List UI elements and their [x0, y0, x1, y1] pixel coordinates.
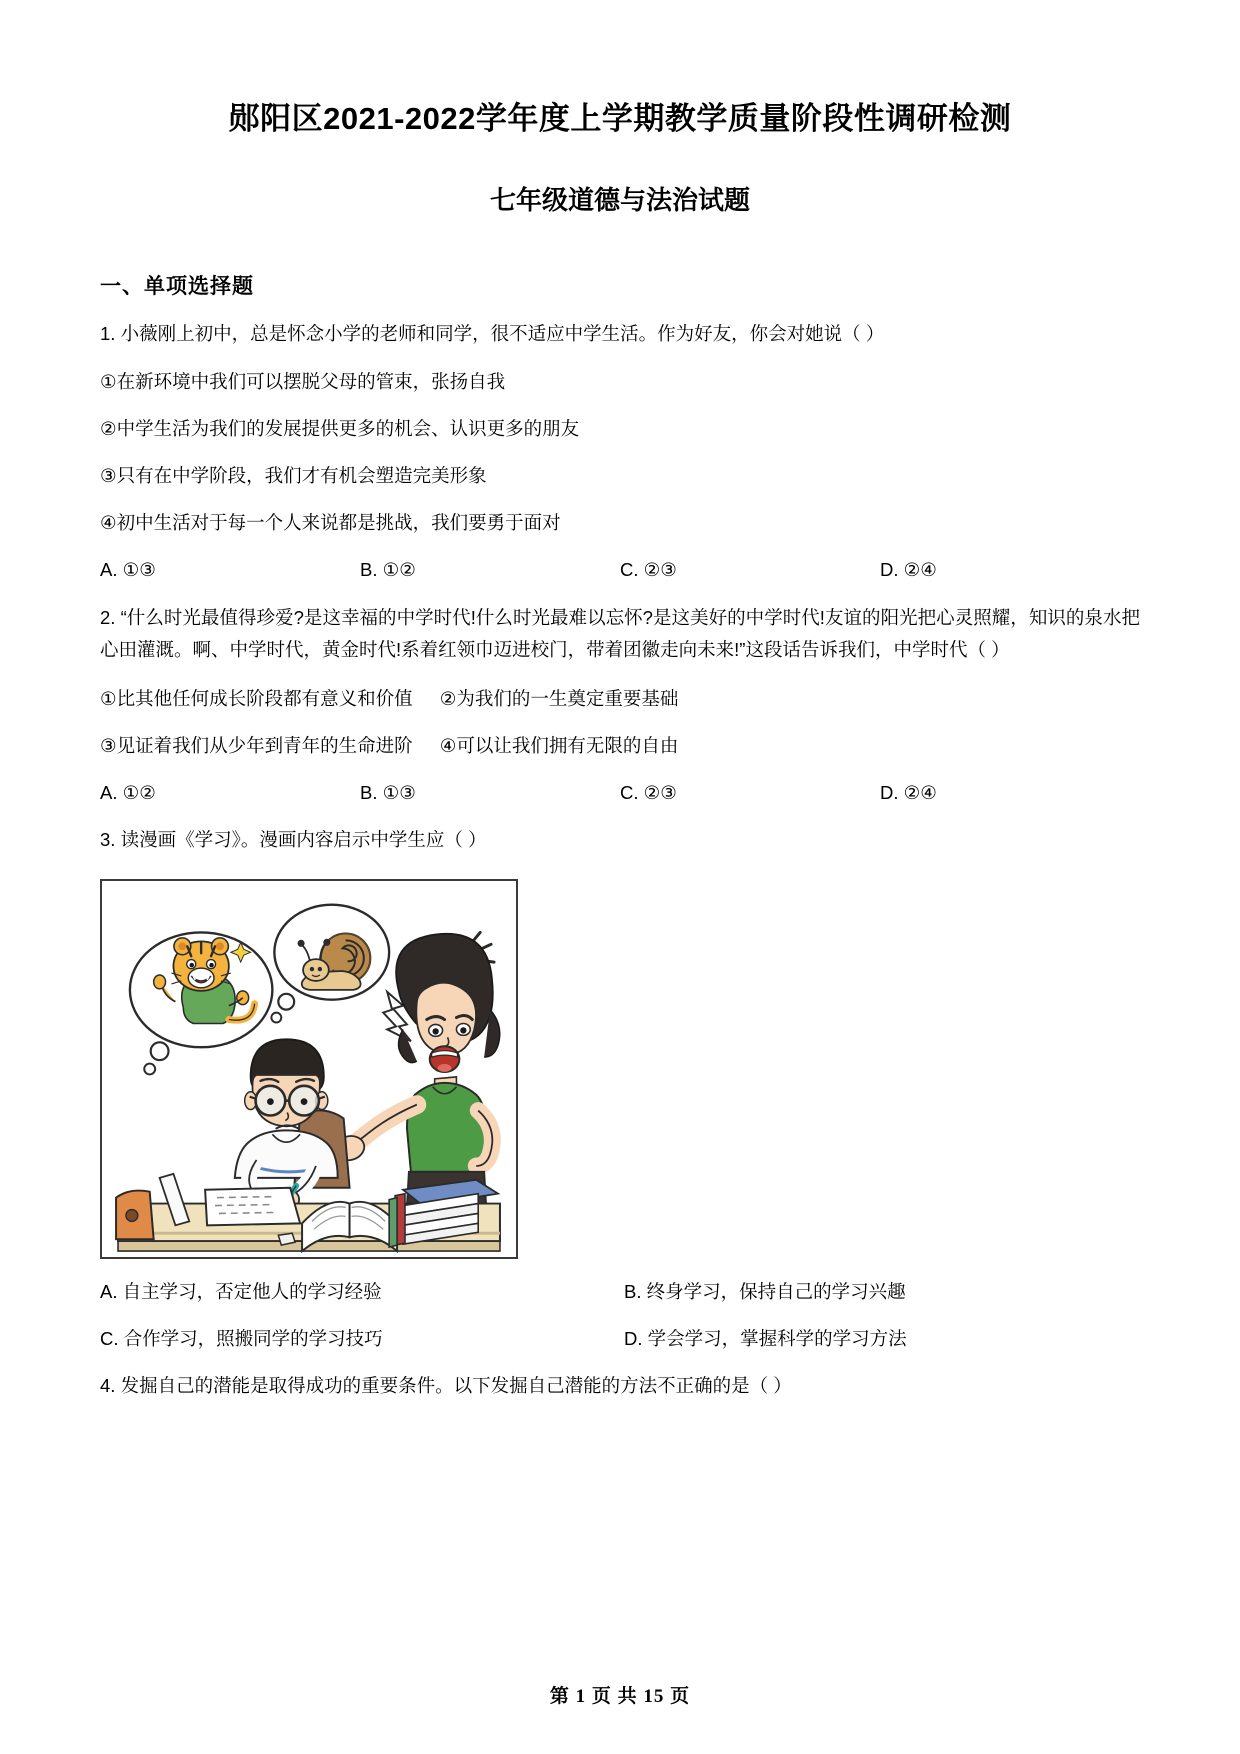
question-2-statement-row-2	[100, 714, 1140, 761]
page-content	[100, 0, 1140, 1401]
question-1-choice-a[interactable]: A. ①③	[100, 559, 156, 581]
page-title: 郧阳区2021-2022学年度上学期教学质量阶段性调研检测	[228, 101, 1012, 136]
question-1-stem: 1. 小薇刚上初中，总是怀念小学的老师和同学，很不适应中学生活。作为好友，你会对她说（ ）	[100, 322, 885, 344]
question-2-statement-4: ④可以让我们拥有无限的自由	[439, 734, 679, 756]
question-1-choice-b[interactable]: B. ①②	[360, 559, 416, 581]
question-2	[100, 584, 1140, 806]
question-1-choice-c[interactable]: C. ②③	[620, 559, 677, 581]
question-1-statement-2: ②中学生活为我们的发展提供更多的机会、认识更多的朋友	[100, 418, 580, 440]
question-1-statement-1: ①在新环境中我们可以摆脱父母的管束，张扬自我	[100, 371, 506, 393]
page-footer: 第 1 页 共 15 页	[549, 1686, 691, 1707]
question-2-choice-b[interactable]: B. ①③	[360, 781, 416, 803]
page-subtitle: 七年级道德与法治试题	[489, 184, 750, 215]
question-4	[100, 1352, 1140, 1401]
question-2-choice-d[interactable]: D. ②④	[880, 781, 937, 803]
question-2-stem: 2. “什么时光最值得珍爱?是这幸福的中学时代!什么时光最难以忘怀?是这美好的中学时代!友谊的阳光把心灵照耀，知识的泉水把心田灌溉。啊、中学时代，黄金时代!系着红领巾迈进校门，带着团徽走向未来!”这段话告诉我们，中学时代（ ）	[100, 606, 1140, 661]
question-3-choice-c[interactable]: C. 合作学习，照搬同学的学习技巧	[100, 1327, 383, 1349]
question-3-choices-row-2	[100, 1306, 1140, 1353]
question-2-choice-a[interactable]: A. ①②	[100, 781, 156, 803]
question-4-stem: 4. 发掘自己的潜能是取得成功的重要条件。以下发掘自己潜能的方法不正确的是（ ）	[100, 1375, 792, 1397]
question-3-figure	[100, 857, 1140, 1259]
question-2-choice-c[interactable]: C. ②③	[620, 781, 677, 803]
question-2-statement-2: ②为我们的一生奠定重要基础	[439, 687, 679, 709]
question-1-choice-d[interactable]: D. ②④	[880, 559, 937, 581]
question-3-stem: 3. 读漫画《学习》。漫画内容启示中学生应（ ）	[100, 829, 487, 851]
question-2-statement-3: ③见证着我们从少年到青年的生命进阶	[100, 734, 413, 756]
eraser	[278, 1233, 295, 1245]
question-3	[100, 806, 1140, 1352]
question-1-statement-3: ③只有在中学阶段，我们才有机会塑造完美形象	[100, 465, 487, 487]
bag-clasp-icon	[126, 1209, 138, 1221]
notebook	[205, 1187, 300, 1225]
question-3-choices-row-1	[100, 1259, 1140, 1306]
section-heading-multiple-choice: 一、单项选择题	[100, 274, 254, 298]
question-1	[100, 300, 1140, 584]
question-2-choices	[100, 761, 1140, 807]
question-3-choice-d[interactable]: D. 学会学习，掌握科学的学习方法	[624, 1327, 907, 1349]
question-1-choices	[100, 538, 1140, 584]
question-2-statement-1: ①比其他任何成长阶段都有意义和价值	[100, 687, 413, 709]
comic-illustration-learning	[100, 879, 518, 1259]
question-3-choice-a[interactable]: A. 自主学习，否定他人的学习经验	[100, 1280, 382, 1302]
question-3-choice-b[interactable]: B. 终身学习，保持自己的学习兴趣	[624, 1280, 906, 1302]
question-1-statement-4: ④初中生活对于每一个人来说都是挑战，我们要勇于面对	[100, 512, 561, 534]
question-2-statement-row-1	[100, 667, 1140, 714]
